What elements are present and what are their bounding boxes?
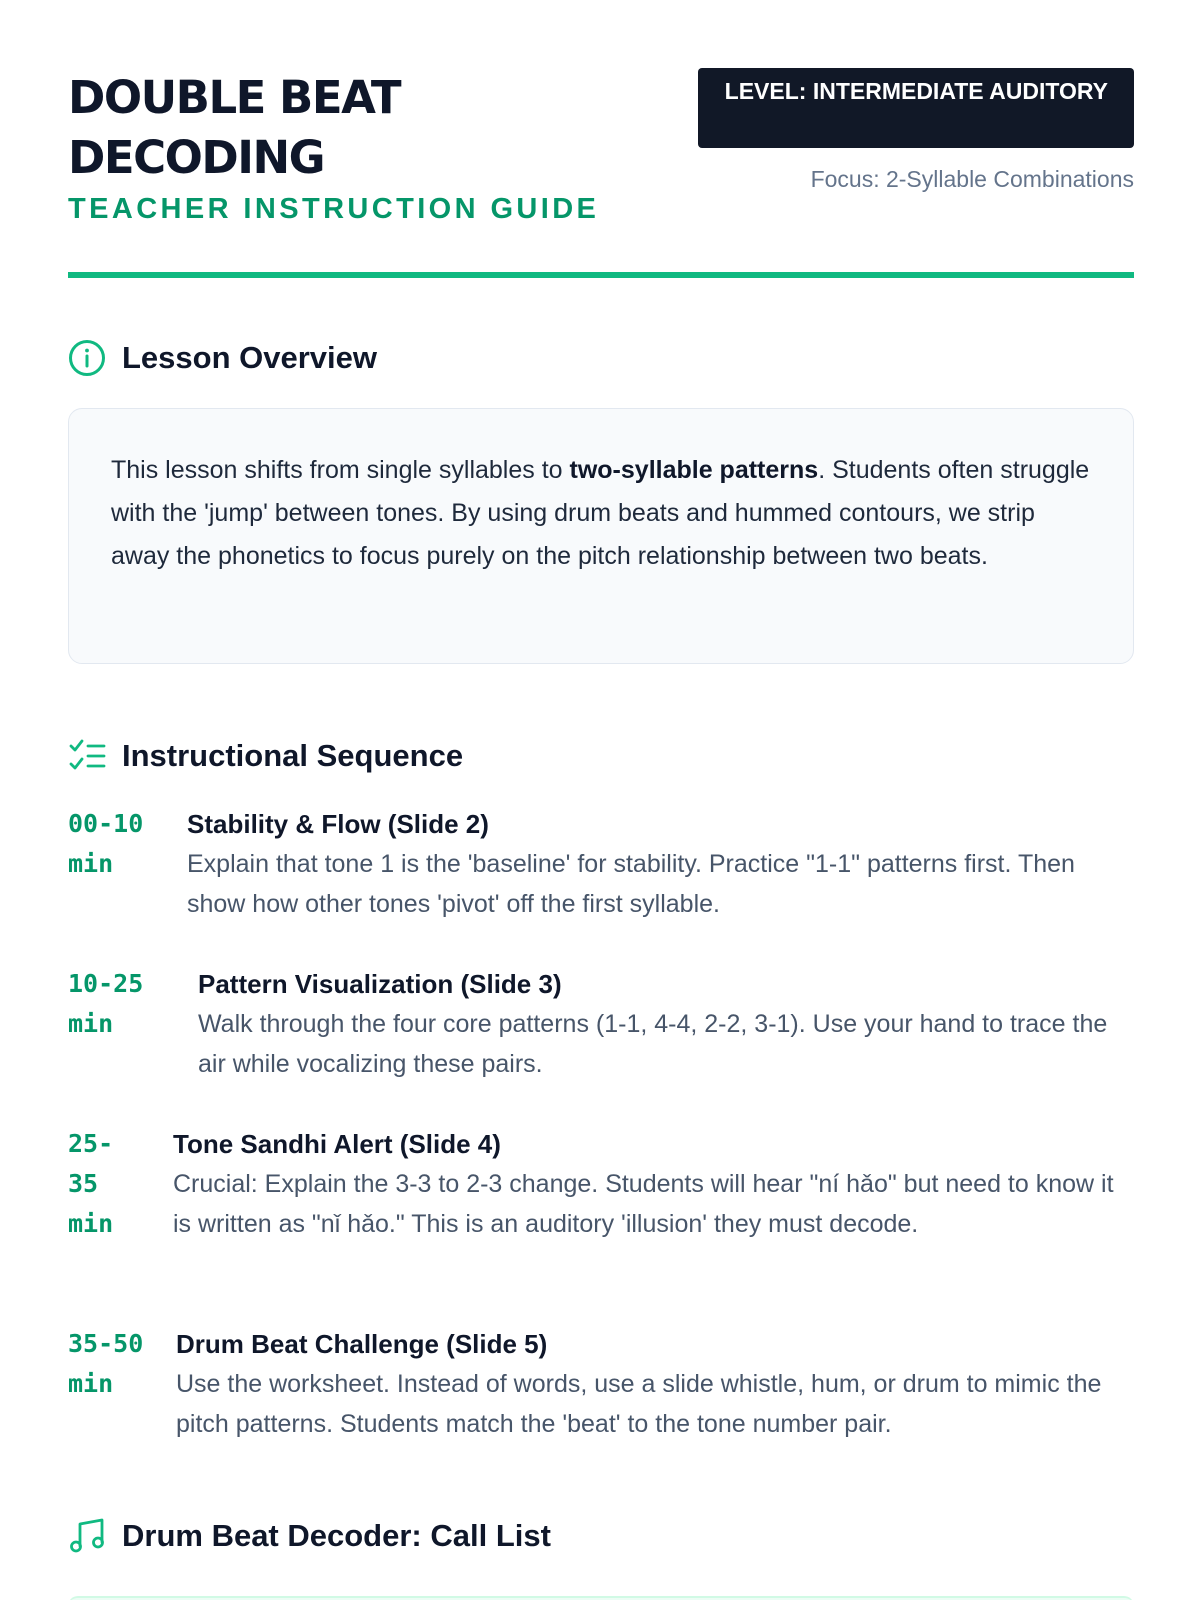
info-circle-icon bbox=[68, 338, 108, 378]
list-check-icon bbox=[68, 736, 108, 776]
step-description: Walk through the four core patterns (1-1, 4-4, 2-2, 3-1). Use your hand to trace the air while vocalizing these pairs. bbox=[198, 1010, 1108, 1078]
step-description: Use the worksheet. Instead of words, use a slide whistle, hum, or drum to mimic the pitch patterns. Students match the 'beat' to the tone number pair. bbox=[176, 1370, 1102, 1438]
call-list-heading-text: Drum Beat Decoder: Call List bbox=[122, 1518, 551, 1553]
level-badge: LEVEL: INTERMEDIATE AUDITORY bbox=[698, 68, 1134, 148]
lesson-guide-page bbox=[68, 0, 1134, 1600]
overview-heading bbox=[68, 338, 377, 378]
step-time: 35-50 min bbox=[68, 1329, 144, 1398]
page-title: DOUBLE BEAT DECODING bbox=[68, 71, 401, 184]
page-subtitle: TEACHER INSTRUCTION GUIDE bbox=[68, 193, 600, 225]
music-note-icon bbox=[68, 1516, 108, 1556]
step-time: 25-35 min bbox=[68, 1129, 114, 1238]
step-description: Crucial: Explain the 3-3 to 2-3 change. Students will hear "ní hǎo" but need to know it is written as "nǐ hǎo." This is an auditory 'illusion' they must decode. bbox=[173, 1170, 1114, 1238]
step-time: 00-10 min bbox=[68, 809, 144, 878]
call-list-box bbox=[68, 1596, 1134, 1600]
call-list-heading bbox=[68, 1516, 551, 1556]
page-header bbox=[68, 68, 1134, 278]
sequence-heading-text: Instructional Sequence bbox=[122, 738, 464, 773]
sequence-heading bbox=[68, 736, 463, 776]
overview-heading-text: Lesson Overview bbox=[122, 340, 378, 375]
overview-text: This lesson shifts from single syllables to two-syllable patterns. Students often struggle with the 'jump' between tones. By using drum beats and hummed contours, we strip away the phonetics to focus purely on the pitch relationship between two beats. bbox=[111, 456, 1090, 570]
focus-label: Focus: 2-Syllable Combinations bbox=[810, 166, 1134, 192]
overview-box bbox=[68, 408, 1134, 664]
header-divider bbox=[68, 272, 1134, 278]
step-title: Stability & Flow (Slide 2) bbox=[187, 809, 489, 839]
step-time: 10-25 min bbox=[68, 969, 144, 1038]
step-title: Drum Beat Challenge (Slide 5) bbox=[176, 1329, 548, 1359]
step-description: Explain that tone 1 is the 'baseline' for stability. Practice "1-1" patterns first. Then show how other tones 'pivot' off the first syllable. bbox=[187, 850, 1075, 918]
step-title: Tone Sandhi Alert (Slide 4) bbox=[173, 1129, 501, 1159]
overview-emphasis: two-syllable patterns bbox=[569, 456, 819, 484]
step-title: Pattern Visualization (Slide 3) bbox=[198, 969, 562, 999]
